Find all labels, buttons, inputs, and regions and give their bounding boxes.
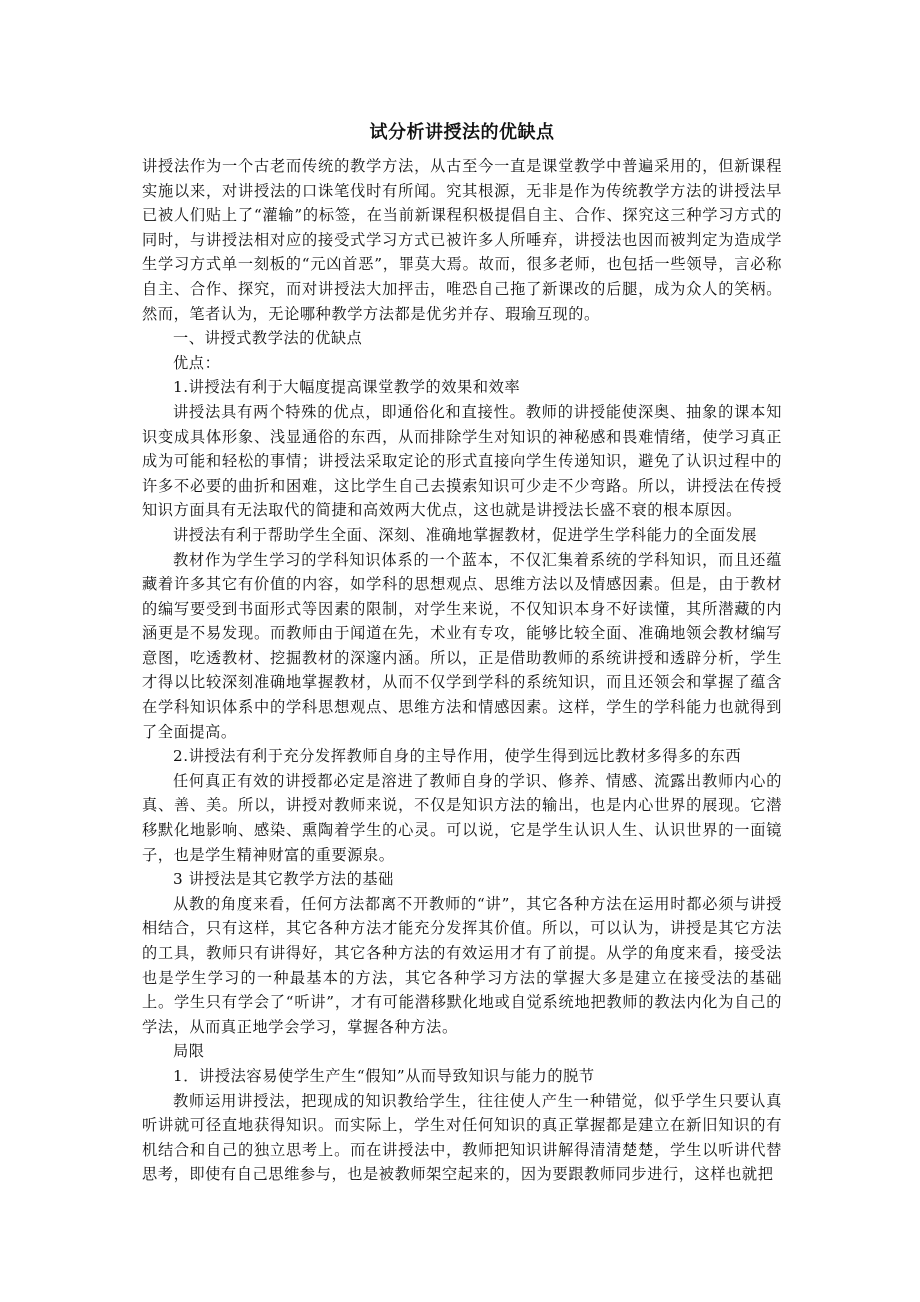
body-paragraph: 任何真正有效的讲授都必定是溶进了教师自身的学识、修养、情感、流露出教师内心的真、善、美。所以，讲授对教师来说，不仅是知识方法的输出，也是内心世界的展现。它潜移默化地影响、感染、熏陶着学生的心灵。可以说，它是学生认识人生、认识世界的一面镜子，也是学生精神财富的重要源泉。 — [142, 771, 782, 864]
body-paragraph: 教材作为学生学习的学科知识体系的一个蓝本，不仅汇集着系统的学科知识，而且还蕴藏着许多其它有价值的内容，如学科的思想观点、思维方法以及情感因素。但是，由于教材的编写要受到书面形式等因素的限制，对学生来说，不仅知识本身不好读懂，其所潜藏的内涵更是不易发现。而教师由于闻道在先，术业有专攻，能够比较全面、准确地领会教材编写意图，吃透教材、挖掘教材的深邃内涵。所以，正是借助教师的系统讲授和透辟分析，学生才得以比较深刻准确地掌握教材，从而不仅学到学科的系统知识，而且还领会和掌握了蕴含在学科知识体系中的学科思想观点、思维方法和情感因素。这样，学生的学科能力也就得到了全面提高。 — [142, 550, 782, 741]
document-body — [142, 154, 782, 1187]
subheading-limitations: 局限 — [173, 1042, 205, 1061]
subheading-advantages: 优点： — [173, 353, 221, 372]
document-page — [142, 120, 782, 1187]
intro-paragraph: 讲授法作为一个古老而传统的教学方法，从古至今一直是课堂教学中普遍采用的，但新课程实施以来，对讲授法的口诛笔伐时有所闻。究其根源，无非是作为传统教学方法的讲授法早已被人们贴上了“灌输”的标签，在当前新课程积极提倡自主、合作、探究这三种学习方式的同时，与讲授法相对应的接受式学习方式已被许多人所唾弃，讲授法也因而被判定为造成学生学习方式单一刻板的“元凶首恶”，罪莫大焉。故而，很多老师，也包括一些领导，言必称自主、合作、探究，而对讲授法大加抨击，唯恐自己拖了新课改的后腿，成为众人的笑柄。然而，笔者认为，无论哪种教学方法都是优劣并存、瑕瑜互现的。 — [142, 157, 782, 323]
point-heading-2: 2.讲授法有利于充分发挥教师自身的主导作用，使学生得到远比教材多得多的东西 — [173, 747, 742, 766]
limitation-heading-1: 1．讲授法容易使学生产生“假知”从而导致知识与能力的脱节 — [173, 1066, 595, 1085]
point-heading-1: 1.讲授法有利于大幅度提高课堂教学的效果和效率 — [173, 378, 521, 397]
point-heading: 讲授法有利于帮助学生全面、深刻、准确地掌握教材，促进学生学科能力的全面发展 — [173, 525, 758, 544]
body-paragraph: 从教的角度来看，任何方法都离不开教师的“讲”，其它各种方法在运用时都必须与讲授相结合，只有这样，其它各种方法才能充分发挥其价值。所以，可以认为，讲授是其它方法的工具，教师只有讲得好，其它各种方法的有效运用才有了前提。从学的角度来看，接受法也是学生学习的一种最基本的方法，其它各种学习方法的掌握大多是建立在接受法的基础上。学生只有学会了“听讲”，才有可能潜移默化地或自觉系统地把教师的教法内化为自己的学法，从而真正地学会学习，掌握各种方法。 — [142, 894, 782, 1036]
body-paragraph: 教师运用讲授法，把现成的知识教给学生，往往使人产生一种错觉，似乎学生只要认真听讲就可径直地获得知识。而实际上，学生对任何知识的真正掌握都是建立在新旧知识的有机结合和自己的独立思考上。而在讲授法中，教师把知识讲解得清清楚楚，学生以听讲代替思考，即使有自己思维参与，也是被教师架空起来的，因为要跟教师同步进行，这样也就把 — [142, 1091, 782, 1184]
document-title: 试分析讲授法的优缺点 — [369, 122, 555, 143]
point-heading-3: 3 讲授法是其它教学方法的基础 — [173, 870, 394, 889]
section-heading-advantages-disadvantages: 一、讲授式教学法的优缺点 — [173, 329, 363, 348]
body-paragraph: 讲授法具有两个特殊的优点，即通俗化和直接性。教师的讲授能使深奥、抽象的课本知识变成具体形象、浅显通俗的东西，从而排除学生对知识的神秘感和畏难情绪，使学习真正成为可能和轻松的事情；讲授法采取定论的形式直接向学生传递知识，避免了认识过程中的许多不必要的曲折和困难，这比学生自己去摸索知识可少走不少弯路。所以，讲授法在传授知识方面具有无法取代的简捷和高效两大优点，这也就是讲授法长盛不衰的根本原因。 — [142, 402, 782, 520]
